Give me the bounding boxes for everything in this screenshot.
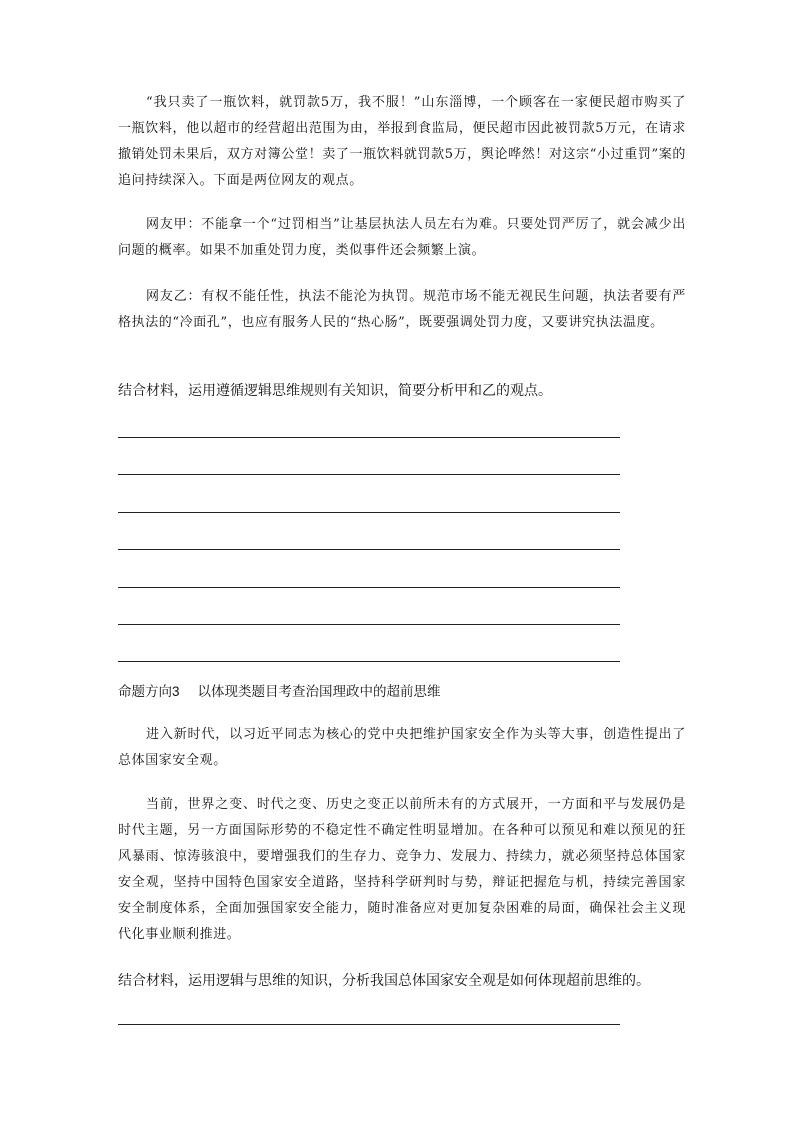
- answer-line[interactable]: [118, 661, 620, 662]
- answer-line[interactable]: [118, 624, 620, 625]
- material-paragraph-1: “我只卖了一瓶饮料，就罚款5万，我不服！”山东淄博，一个顾客在一家便民超市购买了一瓶饮料，他以超市的经营超出范围为由，举报到食监局，便民超市因此被罚款5万元，在请求撤销处罚未果后，双方对簿公堂！卖了一瓶饮料就罚款5万，舆论哗然！对这宗“小过重罚”案的追问持续深入。下面是两位网友的观点。: [118, 95, 686, 188]
- answer-line[interactable]: [118, 474, 620, 475]
- answer-line[interactable]: [118, 1024, 620, 1025]
- section-heading-title: 以体现类题目考查治国理政中的超前思维: [197, 684, 441, 699]
- material-paragraph-3: 网友乙：有权不能任性，执法不能沦为执罚。规范市场不能无视民生问题，执法者要有严格执法的“冷面孔”，也应有服务人民的“热心肠”，既要强调处罚力度，又要讲究执法温度。: [118, 289, 686, 330]
- answer-line[interactable]: [118, 587, 620, 588]
- section-heading: [118, 682, 686, 702]
- material-paragraph-2: 网友甲：不能拿一个“过罚相当”让基层执法人员左右为难。只要处罚严厉了，就会减少出问题的概率。如果不加重处罚力度，类似事件还会频繁上演。: [118, 217, 686, 258]
- answer-line[interactable]: [118, 437, 620, 438]
- material-paragraph-5: 当前，世界之变、时代之变、历史之变正以前所未有的方式展开，一方面和平与发展仍是时代主题，另一方面国际形势的不稳定性不确定性明显增加。在各种可以预见和难以预见的狂风暴雨、惊涛骇浪中，要增强我们的生存力、竞争力、发展力、持续力，就必须坚持总体国家安全观，坚持中国特色国家安全道路，坚持科学研判时与势，辩证把握危与机，持续完善国家安全制度体系，全面加强国家安全能力，随时准备应对更加复杂困难的局面，确保社会主义现代化事业顺利推进。: [118, 797, 686, 942]
- section-heading-number: 命题方向3: [118, 684, 180, 699]
- question-1: 结合材料，运用遵循逻辑思维规则有关知识，简要分析甲和乙的观点。: [118, 382, 552, 398]
- answer-line[interactable]: [118, 549, 620, 550]
- material-paragraph-4: 进入新时代，以习近平同志为核心的党中央把维护国家安全作为头等大事，创造性提出了总体国家安全观。: [118, 727, 686, 768]
- question-2: 结合材料，运用逻辑与思维的知识，分析我国总体国家安全观是如何体现超前思维的。: [118, 972, 650, 988]
- answer-line[interactable]: [118, 512, 620, 513]
